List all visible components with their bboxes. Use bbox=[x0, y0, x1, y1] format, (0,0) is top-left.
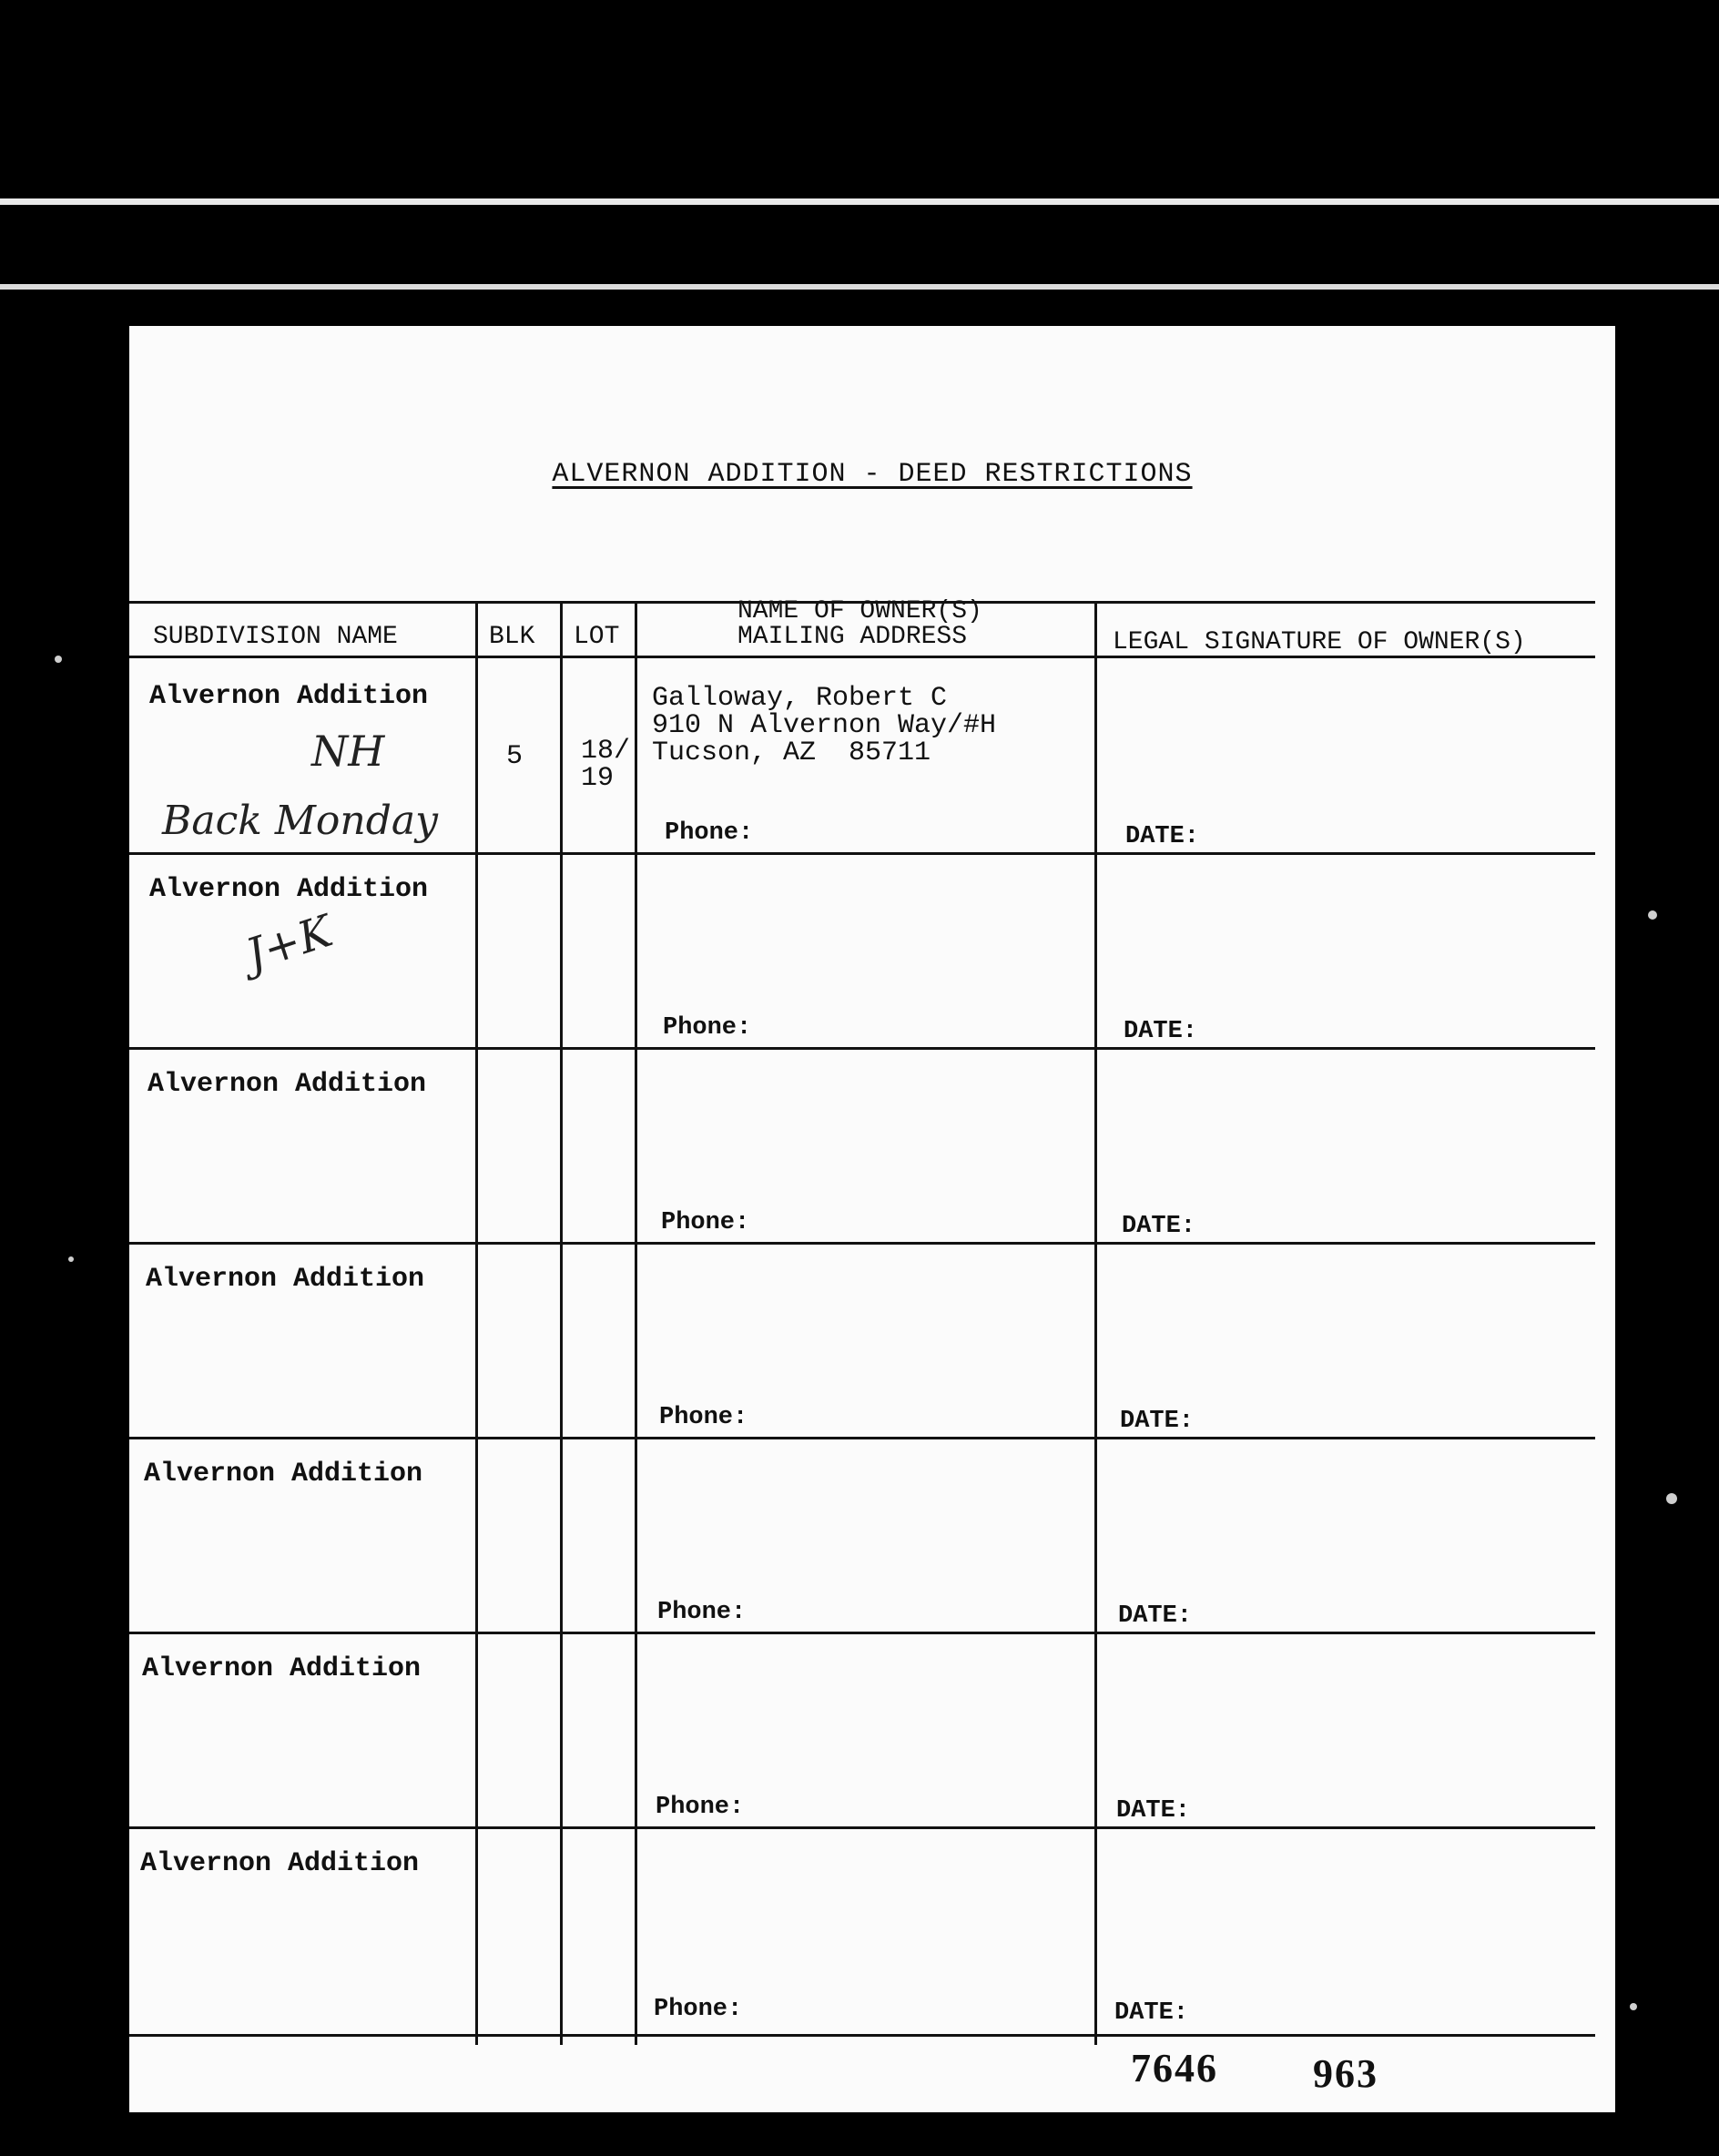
date-label: DATE: bbox=[1120, 1408, 1195, 1435]
header-mailing-address: MAILING ADDRESS bbox=[737, 623, 968, 651]
page-number: 963 bbox=[1313, 2051, 1378, 2096]
phone-label: Phone: bbox=[657, 1599, 747, 1626]
scan-speck bbox=[1666, 1493, 1677, 1504]
scan-speck bbox=[1648, 910, 1657, 920]
document-number: 7646 bbox=[1131, 2046, 1218, 2090]
date-label: DATE: bbox=[1116, 1797, 1191, 1825]
header-legal-signature: LEGAL SIGNATURE OF OWNER(S) bbox=[1113, 628, 1526, 656]
scan-speck bbox=[55, 656, 62, 663]
phone-label: Phone: bbox=[656, 1794, 745, 1821]
phone-label: Phone: bbox=[654, 1996, 743, 2023]
owner-name: Galloway, Robert C bbox=[652, 683, 948, 714]
header-lot: LOT bbox=[574, 623, 620, 651]
subdivision-name-cell: Alvernon Addition bbox=[146, 1264, 425, 1295]
date-label: DATE: bbox=[1118, 1602, 1193, 1630]
date-label: DATE: bbox=[1124, 1018, 1198, 1045]
handwritten-note: Back Monday bbox=[162, 798, 438, 844]
title-separator: - bbox=[846, 459, 899, 490]
row-divider bbox=[129, 852, 1595, 855]
scan-edge-strip bbox=[0, 198, 1719, 205]
blk-cell: 5 bbox=[506, 741, 524, 772]
document-title bbox=[129, 459, 1615, 490]
row-divider bbox=[129, 1437, 1595, 1439]
subdivision-name-cell: Alvernon Addition bbox=[144, 1459, 423, 1490]
owner-street: 910 N Alvernon Way/#H bbox=[652, 710, 997, 741]
title-part-1: ALVERNON ADDITION bbox=[552, 459, 847, 490]
phone-label: Phone: bbox=[661, 1209, 750, 1236]
handwritten-note: J+K bbox=[239, 905, 339, 981]
header-owner-name: NAME OF OWNER(S) bbox=[737, 597, 982, 625]
subdivision-name-cell: Alvernon Addition bbox=[147, 1069, 427, 1100]
row-divider bbox=[129, 1242, 1595, 1245]
table-bottom-border bbox=[129, 2034, 1595, 2037]
subdivision-name-cell: Alvernon Addition bbox=[142, 1653, 422, 1684]
scan-speck bbox=[1630, 2003, 1637, 2010]
subdivision-name-cell: Alvernon Addition bbox=[149, 874, 429, 905]
date-label: DATE: bbox=[1122, 1213, 1196, 1240]
owner-address-cell bbox=[652, 685, 996, 767]
subdivision-name-cell: Alvernon Addition bbox=[149, 681, 429, 712]
header-blk: BLK bbox=[489, 623, 535, 651]
row-divider bbox=[129, 1632, 1595, 1634]
scan-speck bbox=[68, 1256, 74, 1262]
phone-label: Phone: bbox=[665, 819, 754, 847]
deed-document-page bbox=[129, 326, 1615, 2112]
date-label: DATE: bbox=[1125, 823, 1200, 850]
row-divider bbox=[129, 1826, 1595, 1829]
title-part-2: DEED RESTRICTIONS bbox=[898, 459, 1193, 490]
lot-value-line: 18/ bbox=[581, 736, 631, 767]
scan-edge-strip bbox=[0, 284, 1719, 290]
owner-city-state-zip: Tucson, AZ 85711 bbox=[652, 737, 931, 768]
lot-cell bbox=[581, 737, 630, 792]
handwritten-note: NH bbox=[311, 727, 385, 776]
phone-label: Phone: bbox=[663, 1014, 752, 1042]
header-subdivision-name: SUBDIVISION NAME bbox=[153, 623, 398, 651]
phone-label: Phone: bbox=[659, 1404, 748, 1431]
subdivision-name-cell: Alvernon Addition bbox=[140, 1848, 420, 1879]
lot-value-line: 19 bbox=[581, 763, 615, 794]
row-divider bbox=[129, 1047, 1595, 1050]
date-label: DATE: bbox=[1114, 1999, 1189, 2027]
